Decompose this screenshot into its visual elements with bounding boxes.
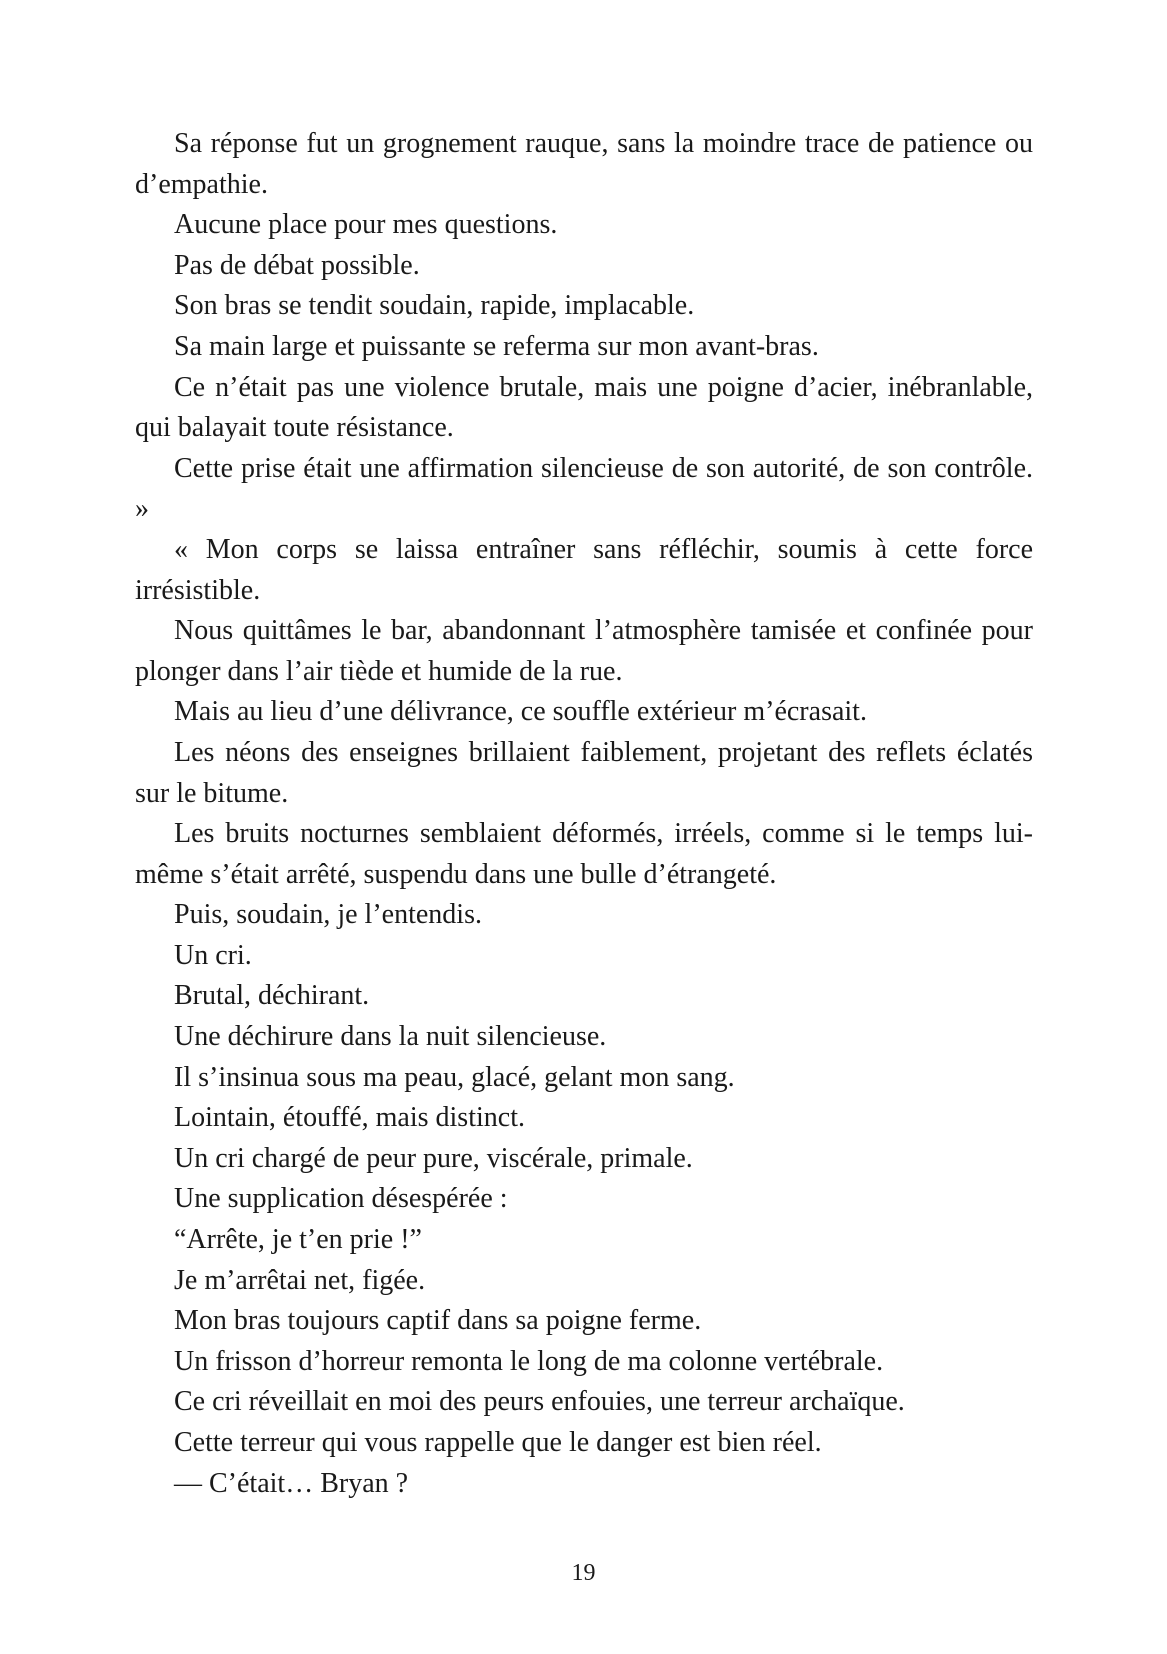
paragraph: — C’était… Bryan ? xyxy=(174,1467,409,1499)
paragraph: Il s’insinua sous ma peau, glacé, gelant mon sang. xyxy=(174,1061,735,1093)
paragraph: Je m’arrêtai net, figée. xyxy=(174,1264,426,1296)
paragraph: Sa main large et puissante se referma sur mon avant-bras. xyxy=(174,330,819,362)
paragraph: Nous quittâmes le bar, abandonnant l’atmosphère tamisée et confinée pour plonger dans l’air tiède et humide de la rue. xyxy=(135,615,1033,687)
paragraph: Un cri. xyxy=(174,939,252,971)
paragraph: Ce n’était pas une violence brutale, mais une poigne d’acier, inébranlable, qui balayait toute résistance. xyxy=(135,371,1033,444)
paragraph: Mon bras toujours captif dans sa poigne ferme. xyxy=(174,1305,702,1337)
paragraph: “Arrête, je t’en prie !” xyxy=(174,1224,422,1256)
paragraph: Les néons des enseignes brillaient faiblement, projetant des reflets éclatés sur le bitume. xyxy=(135,736,1033,809)
paragraph: Ce cri réveillait en moi des peurs enfouies, une terreur archaïque. xyxy=(174,1386,905,1418)
paragraph: Mais au lieu d’une délivrance, ce souffle extérieur m’écrasait. xyxy=(174,696,867,728)
paragraph: Pas de débat possible. xyxy=(174,249,420,281)
page-number: 19 xyxy=(571,1560,596,1586)
paragraph: Brutal, déchirant. xyxy=(174,980,370,1012)
paragraph: Lointain, étouffé, mais distinct. xyxy=(174,1102,525,1134)
paragraph: Cette terreur qui vous rappelle que le danger est bien réel. xyxy=(174,1427,822,1458)
paragraph: Une supplication désespérée : xyxy=(174,1183,508,1215)
paragraph: Sa réponse fut un grognement rauque, sans la moindre trace de patience ou d’empathie. xyxy=(135,128,1033,200)
paragraph: Son bras se tendit soudain, rapide, implacable. xyxy=(174,290,695,322)
body-text xyxy=(135,124,1033,1504)
paragraph: Les bruits nocturnes semblaient déformés, irréels, comme si le temps lui-même s’était arrêté, suspendu dans une bulle d’étrangeté. xyxy=(135,818,1033,890)
paragraph: Cette prise était une affirmation silencieuse de son autorité, de son contrôle. » xyxy=(135,452,1033,525)
paragraph: Un frisson d’horreur remonta le long de ma colonne vertébrale. xyxy=(174,1345,884,1377)
paragraph: Un cri chargé de peur pure, viscérale, primale. xyxy=(174,1142,693,1174)
paragraph: Une déchirure dans la nuit silencieuse. xyxy=(174,1021,607,1053)
paragraph: Aucune place pour mes questions. xyxy=(174,209,558,241)
paragraph: Puis, soudain, je l’entendis. xyxy=(174,899,482,931)
paragraph: « Mon corps se laissa entraîner sans réfléchir, soumis à cette force irrésistible. xyxy=(135,533,1033,606)
